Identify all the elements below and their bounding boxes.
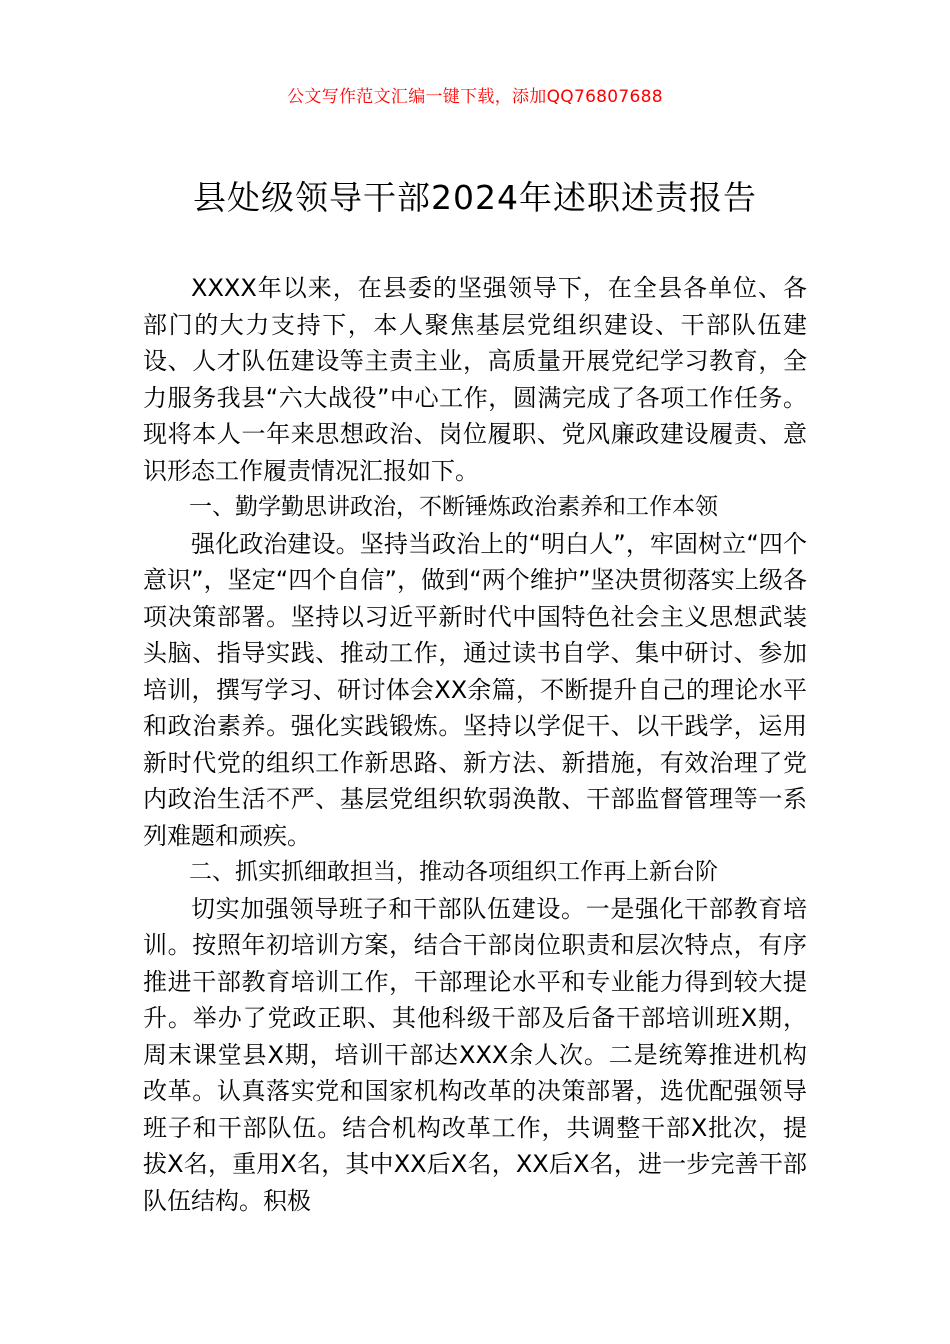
section-heading-2: 二、抓实抓细敢担当，推动各项组织工作再上新台阶 (189, 859, 718, 885)
intro-paragraph: XXXX年以来，在县委的坚强领导下，在全县各单位、各部门的大力支持下，本人聚焦基层党组织建设、干部队伍建设、人才队伍建设等主责主业，高质量开展党纪学习教育，全力服务我县“六大战役”中心工作，圆满完成了各项工作任务。现将本人一年来思想政治、岗位履职、党风廉政建设履责、意识形态工作履责情况汇报如下。 (143, 274, 807, 485)
section-heading-1: 一、勤学勤思讲政治，不断锤炼政治素养和工作本领 (189, 494, 718, 520)
section-1-paragraph: 强化政治建设。坚持当政治上的“明白人”，牢固树立“四个意识”，坚定“四个自信”，做到“两个维护”坚决贯彻落实上级各项决策部署。坚持以习近平新时代中国特色社会主义思想武装头脑、指导实践、推动工作，通过读书自学、集中研讨、参加培训，撰写学习、研讨体会XX余篇，不断提升自己的理论水平和政治素养。强化实践锻炼。坚持以学促干、以干践学，运用新时代党的组织工作新思路、新方法、新措施，有效治理了党内政治生活不严、基层党组织软弱涣散、干部监督管理等一系列难题和顽疾。 (143, 529, 807, 850)
document-title: 县处级领导干部2024年述职述责报告 (193, 178, 757, 217)
document-body (143, 270, 807, 1219)
header-ad-text: 公文写作范文汇编一键下载，添加QQ76807688 (287, 87, 663, 107)
section-2-paragraph: 切实加强领导班子和干部队伍建设。一是强化干部教育培训。按照年初培训方案，结合干部岗位职责和层次特点，有序推进干部教育培训工作，干部理论水平和专业能力得到较大提升。举办了党政正职、其他科级干部及后备干部培训班X期，周末课堂县X期，培训干部达XXX余人次。二是统筹推进机构改革。认真落实党和国家机构改革的决策部署，选优配强领导班子和干部队伍。结合机构改革工作，共调整干部X批次，提拔X名，重用X名，其中XX后X名，XX后X名，进一步完善干部队伍结构。积极 (143, 894, 807, 1215)
